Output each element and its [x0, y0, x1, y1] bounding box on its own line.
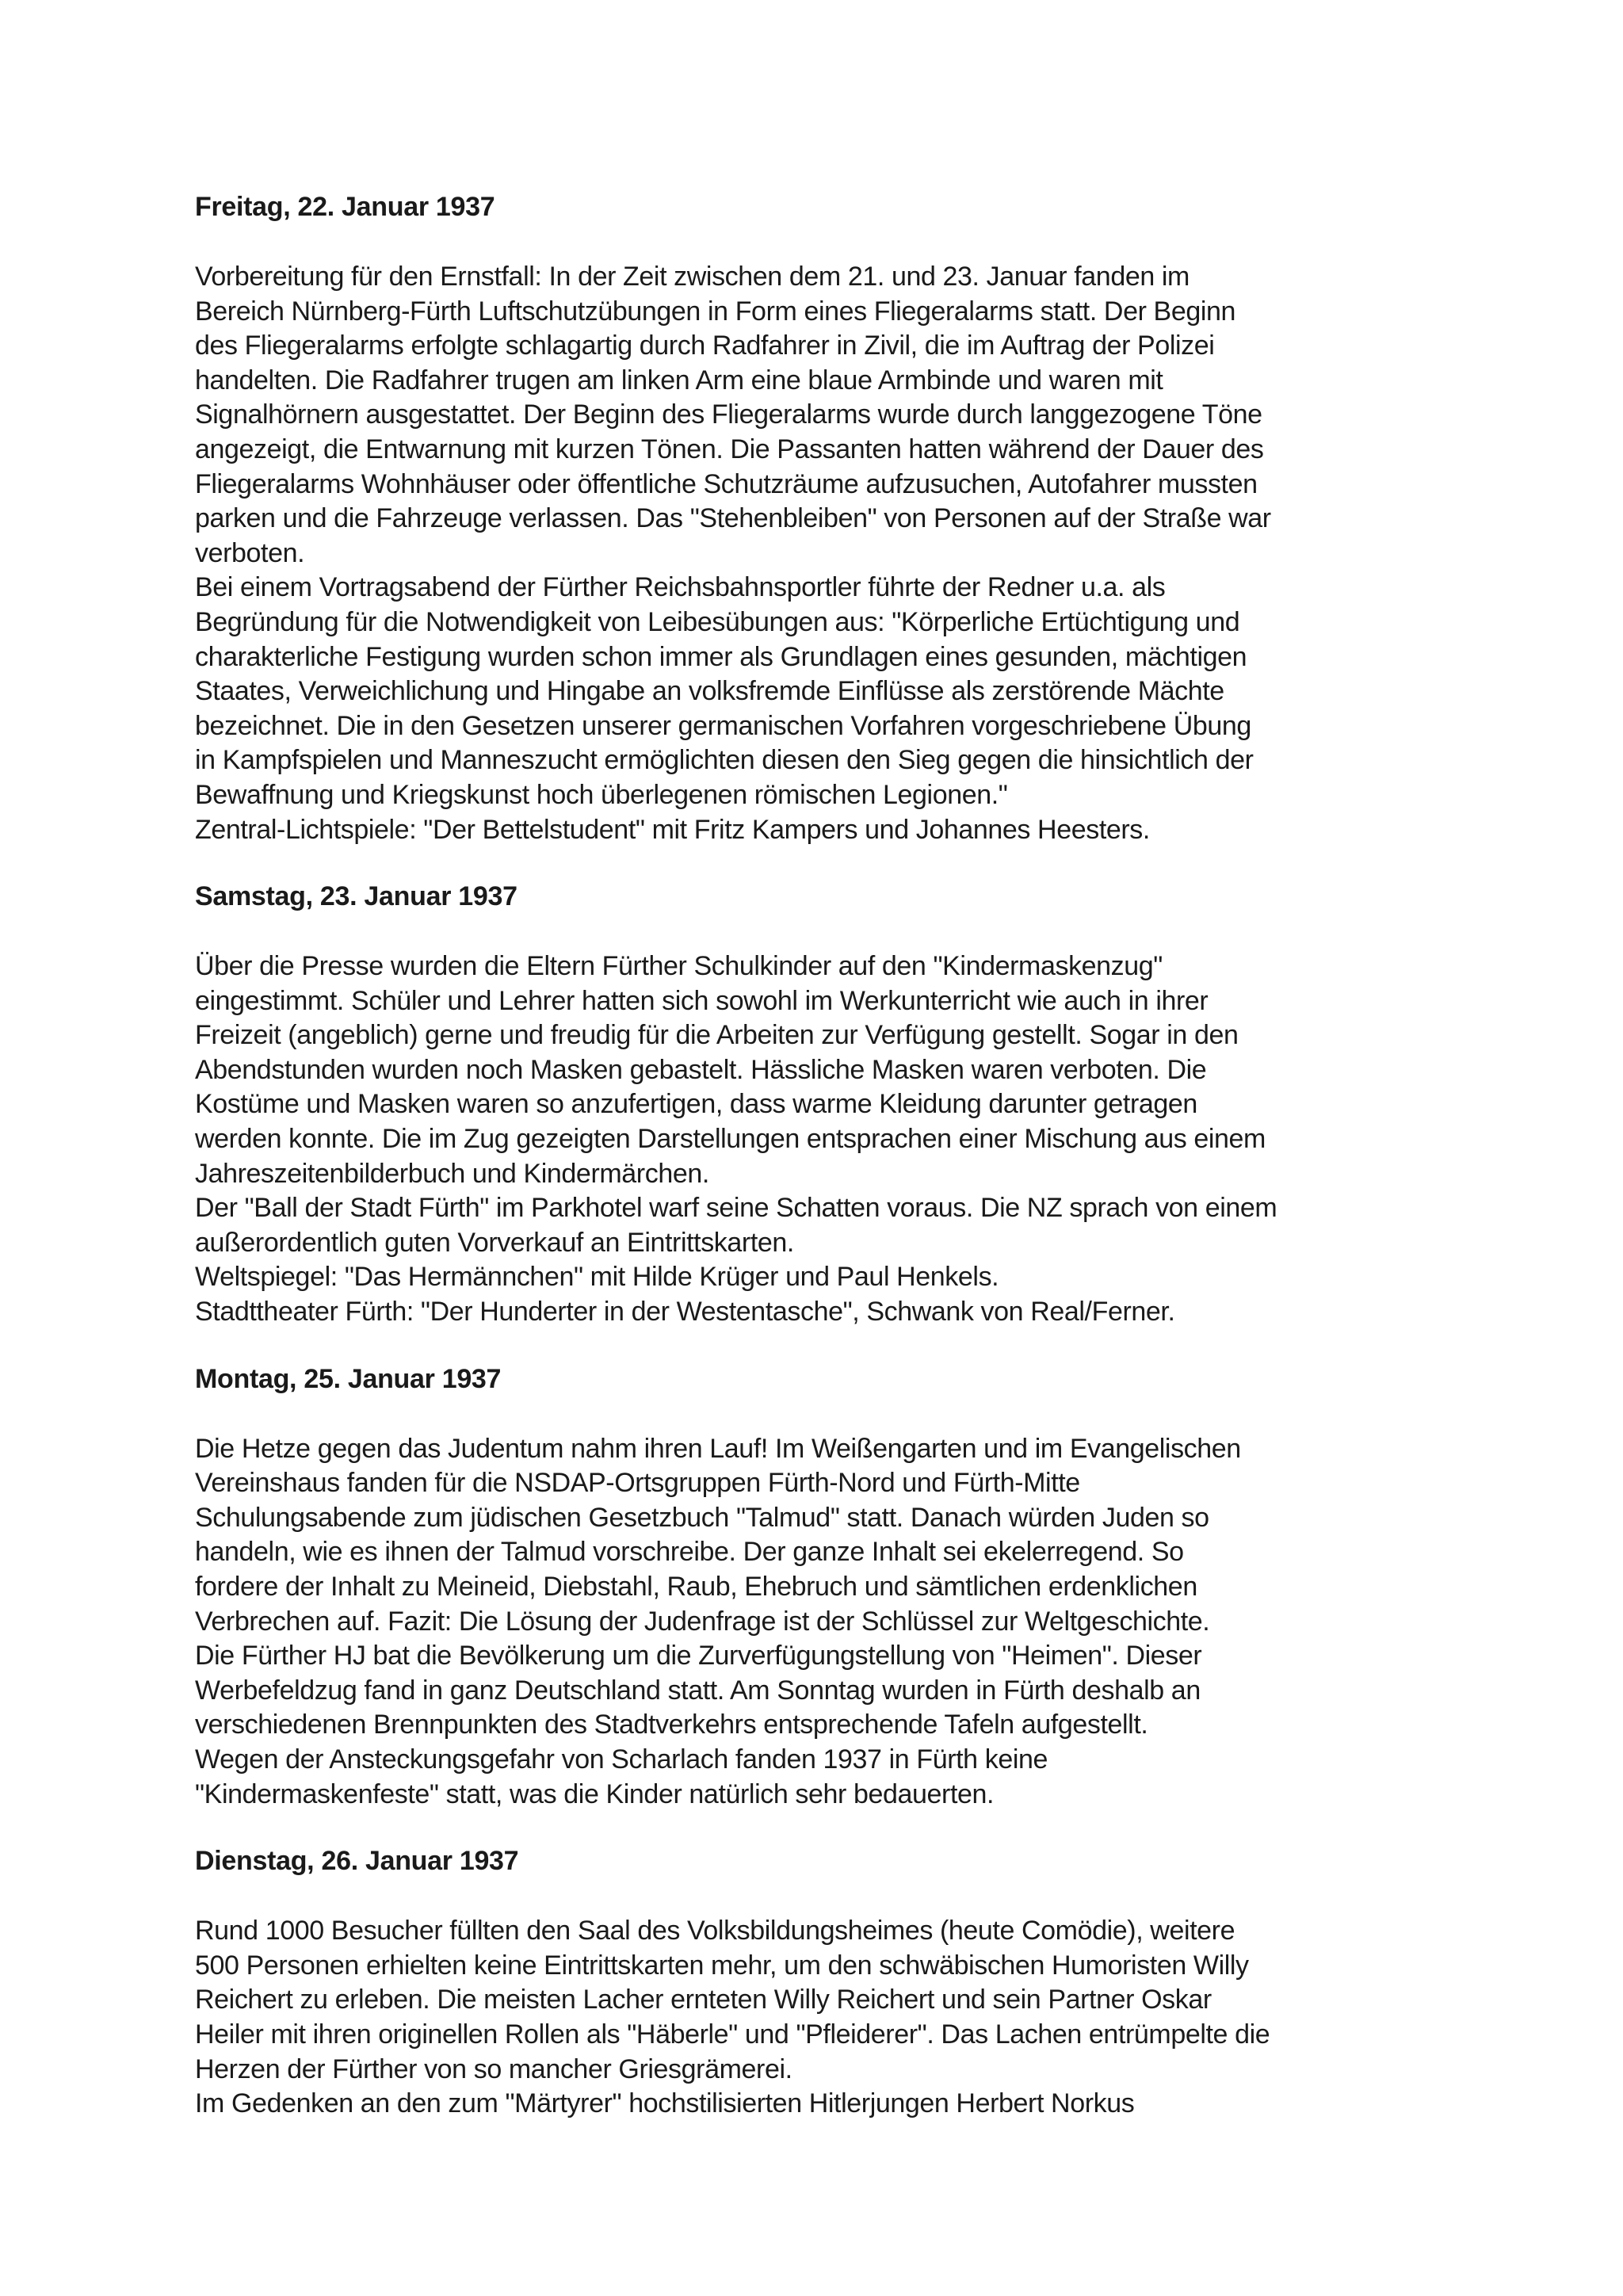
text-line: Signalhörnern ausgestattet. Der Beginn des Fliegeralarms wurde durch langgezogene Töne [195, 399, 1262, 430]
entry-date-heading: Montag, 25. Januar 1937 [195, 1363, 502, 1394]
text-line: Begründung für die Notwendigkeit von Leibesübungen aus: "Körperliche Ertüchtigung und [195, 606, 1240, 637]
text-line: 500 Personen erhielten keine Eintrittskarten mehr, um den schwäbischen Humoristen Willy [195, 1950, 1249, 1981]
text-line: werden konnte. Die im Zug gezeigten Darstellungen entsprachen einer Mischung aus einem [195, 1124, 1266, 1155]
text-line: Rund 1000 Besucher füllten den Saal des Volksbildungsheimes (heute Comödie), weitere [195, 1916, 1235, 1946]
text-line: Verbrechen auf. Fazit: Die Lösung der Judenfrage ist der Schlüssel zur Weltgeschichte. [195, 1606, 1210, 1637]
entry-text [195, 260, 1447, 847]
text-line: Im Gedenken an den zum "Märtyrer" hochstilisierten Hitlerjungen Herbert Norkus [195, 2088, 1135, 2119]
text-line: charakterliche Festigung wurden schon immer als Grundlagen eines gesunden, mächtigen [195, 641, 1247, 672]
text-line: bezeichnet. Die in den Gesetzen unserer germanischen Vorfahren vorgeschriebene Übung [195, 710, 1251, 741]
text-line: Stadttheater Fürth: "Der Hunderter in der Westentasche", Schwank von Real/Ferner. [195, 1297, 1175, 1328]
text-line: Abendstunden wurden noch Masken gebastelt. Hässliche Masken waren verboten. Die [195, 1054, 1207, 1085]
entry-date-heading: Samstag, 23. Januar 1937 [195, 881, 517, 912]
text-line: Zentral-Lichtspiele: "Der Bettelstudent" mit Fritz Kampers und Johannes Heesters. [195, 814, 1150, 845]
text-line: Fliegeralarms Wohnhäuser oder öffentliche Schutzräume aufzusuchen, Autofahrer mussten [195, 468, 1258, 499]
diary-entry [195, 189, 1447, 847]
text-line: Schulungsabende zum jüdischen Gesetzbuch "Talmud" statt. Danach würden Juden so [195, 1502, 1209, 1533]
entry-date-heading: Freitag, 22. Januar 1937 [195, 192, 495, 222]
text-line: angezeigt, die Entwarnung mit kurzen Tönen. Die Passanten hatten während der Dauer des [195, 434, 1264, 464]
text-line: Der "Ball der Stadt Fürth" im Parkhotel warf seine Schatten voraus. Die NZ sprach von einem [195, 1193, 1277, 1224]
diary-entry [195, 878, 1447, 1330]
text-line: fordere der Inhalt zu Meineid, Diebstahl, Raub, Ehebruch und sämtlichen erdenklichen [195, 1572, 1197, 1602]
text-line: in Kampfspielen und Manneszucht ermöglichten diesen den Sieg gegen die hinsichtlich der [195, 745, 1254, 776]
text-line: eingestimmt. Schüler und Lehrer hatten sich sowohl im Werkunterricht wie auch in ihrer [195, 985, 1209, 1016]
text-line: handeln, wie es ihnen der Talmud vorschreibe. Der ganze Inhalt sei ekelerregend. So [195, 1537, 1184, 1568]
text-line: Freizeit (angeblich) gerne und freudig für die Arbeiten zur Verfügung gestellt. Sogar in den [195, 1020, 1239, 1051]
text-line: Bereich Nürnberg-Fürth Luftschutzübungen in Form eines Fliegeralarms statt. Der Beginn [195, 296, 1236, 327]
text-line: Über die Presse wurden die Eltern Fürther Schulkinder auf den "Kindermaskenzug" [195, 951, 1163, 982]
text-line: Wegen der Ansteckungsgefahr von Scharlach fanden 1937 in Fürth keine [195, 1744, 1048, 1775]
text-line: Kostüme und Masken waren so anzufertigen, dass warme Kleidung darunter getragen [195, 1089, 1197, 1120]
text-line: Bei einem Vortragsabend der Fürther Reichsbahnsportler führte der Redner u.a. als [195, 572, 1166, 603]
document-page [195, 189, 1447, 2153]
text-line: Bewaffnung und Kriegskunst hoch überlegenen römischen Legionen." [195, 779, 1008, 810]
text-line: verboten. [195, 537, 305, 568]
text-line: Staates, Verweichlichung und Hingabe an volksfremde Einflüsse als zerstörende Mächte [195, 676, 1224, 707]
entry-text [195, 1914, 1447, 2122]
text-line: handelten. Die Radfahrer trugen am linken Arm eine blaue Armbinde und waren mit [195, 365, 1163, 395]
text-line: Reichert zu erleben. Die meisten Lacher ernteten Willy Reichert und sein Partner Oskar [195, 1985, 1212, 2015]
text-line: Die Fürther HJ bat die Bevölkerung um die Zurverfügungstellung von "Heimen". Dieser [195, 1641, 1202, 1671]
text-line: Werbefeldzug fand in ganz Deutschland statt. Am Sonntag wurden in Fürth deshalb an [195, 1675, 1201, 1706]
diary-entry [195, 1361, 1447, 1813]
text-line: des Fliegeralarms erfolgte schlagartig durch Radfahrer in Zivil, die im Auftrag der Polizei [195, 330, 1215, 361]
text-line: Die Hetze gegen das Judentum nahm ihren Lauf! Im Weißengarten und im Evangelischen [195, 1433, 1241, 1464]
text-line: Heiler mit ihren originellen Rollen als "Häberle" und "Pfleiderer". Das Lachen entrümpelte die [195, 2019, 1270, 2050]
text-line: Herzen der Fürther von so mancher Griesgrämerei. [195, 2053, 792, 2084]
diary-entry [195, 1843, 1447, 2122]
entry-text [195, 1432, 1447, 1813]
entry-text [195, 949, 1447, 1330]
text-line: Jahreszeitenbilderbuch und Kindermärchen. [195, 1158, 709, 1189]
text-line: außerordentlich guten Vorverkauf an Eintrittskarten. [195, 1227, 794, 1258]
text-line: Weltspiegel: "Das Hermännchen" mit Hilde Krüger und Paul Henkels. [195, 1262, 999, 1293]
text-line: parken und die Fahrzeuge verlassen. Das "Stehenbleiben" von Personen auf der Straße war [195, 503, 1271, 534]
text-line: Vorbereitung für den Ernstfall: In der Zeit zwischen dem 21. und 23. Januar fanden im [195, 262, 1190, 292]
text-line: verschiedenen Brennpunkten des Stadtverkehrs entsprechende Tafeln aufgestellt. [195, 1710, 1148, 1740]
text-line: Vereinshaus fanden für die NSDAP-Ortsgruppen Fürth-Nord und Fürth-Mitte [195, 1468, 1080, 1499]
entry-date-heading: Dienstag, 26. Januar 1937 [195, 1846, 519, 1877]
text-line: "Kindermaskenfeste" statt, was die Kinder natürlich sehr bedauerten. [195, 1778, 995, 1809]
